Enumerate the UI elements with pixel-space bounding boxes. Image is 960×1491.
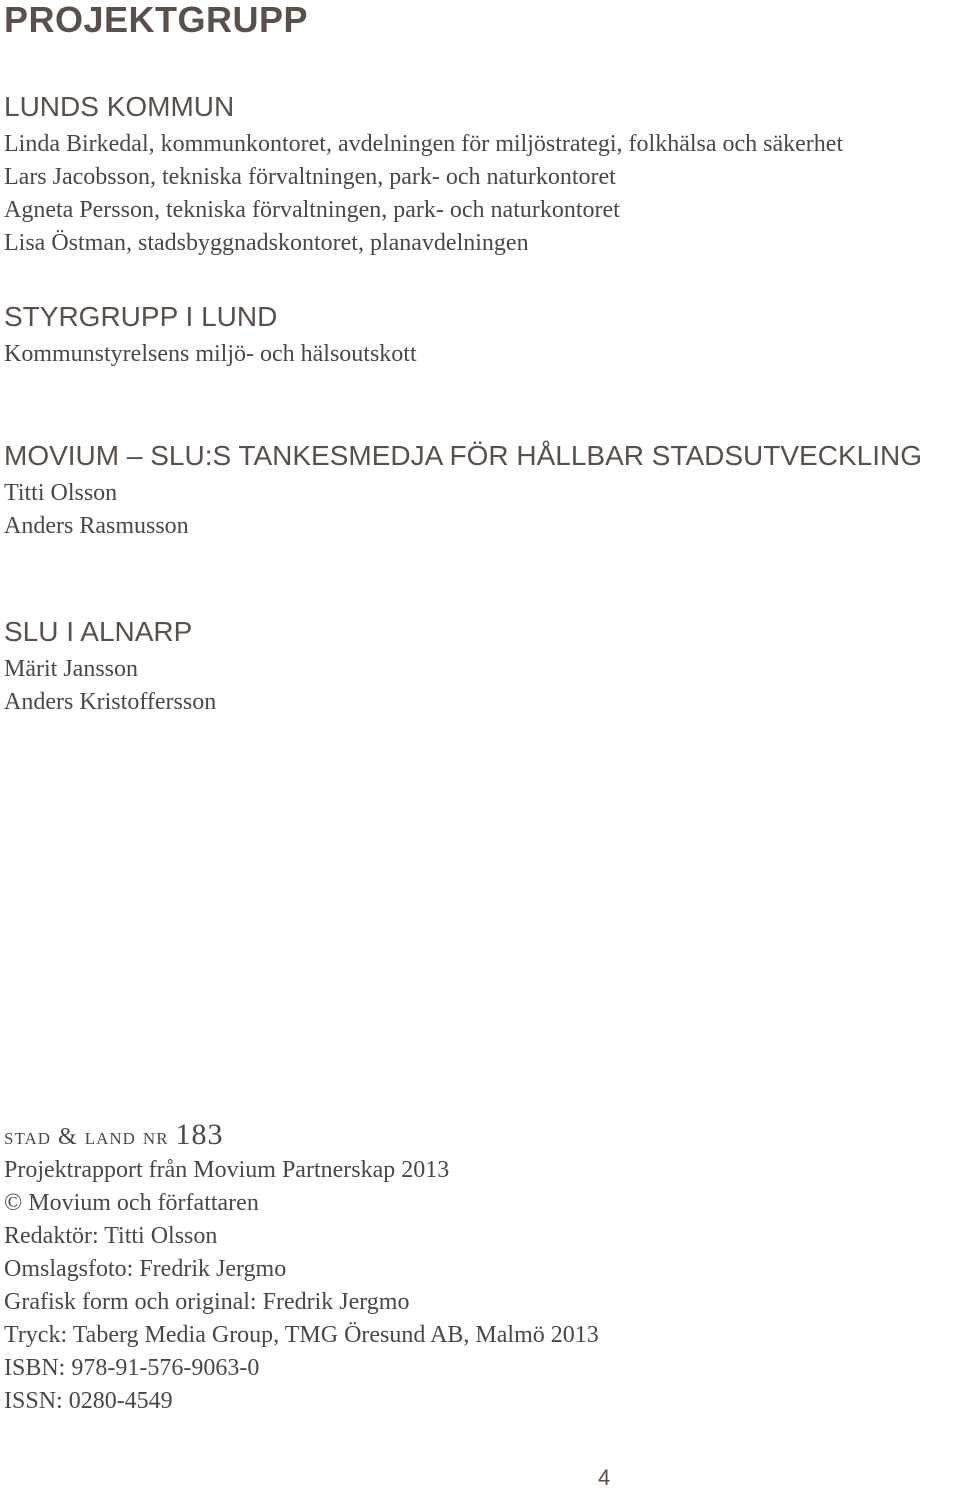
series-number: 183: [175, 1118, 224, 1151]
section-heading: MOVIUM – SLU:S TANKESMEDJA FÖR HÅLLBAR STADSUTVECKLING: [4, 440, 922, 471]
colophon-line: ISBN: 978-91-576-9063-0: [4, 1355, 260, 1381]
colophon: [4, 1118, 599, 1418]
member-line: Märit Jansson: [4, 656, 138, 682]
member-line: Titti Olsson: [4, 480, 118, 506]
member-line: Agneta Persson, tekniska förvaltningen, park- och naturkontoret: [4, 197, 620, 223]
section-slu-alnarp: [4, 617, 216, 719]
section-heading: LUNDS KOMMUN: [4, 91, 235, 122]
series-name: stad & land nr: [4, 1124, 169, 1150]
page-number: 4: [598, 1465, 611, 1490]
colophon-line: Projektrapport från Movium Partnerskap 2013: [4, 1157, 450, 1183]
section-styrgrupp: [4, 302, 417, 371]
section-movium: [4, 441, 922, 543]
series-heading: [4, 1118, 599, 1154]
member-line: Lars Jacobsson, tekniska förvaltningen, park- och naturkontoret: [4, 164, 616, 190]
colophon-line: © Movium och författaren: [4, 1190, 259, 1216]
section-heading: SLU I ALNARP: [4, 616, 193, 647]
section-lunds-kommun: [4, 92, 843, 260]
colophon-line: Omslagsfoto: Fredrik Jergmo: [4, 1256, 287, 1282]
section-heading: STYRGRUPP I LUND: [4, 301, 278, 332]
member-line: Anders Rasmusson: [4, 513, 189, 539]
member-line: Lisa Östman, stadsbyggnadskontoret, planavdelningen: [4, 230, 529, 256]
colophon-line: Tryck: Taberg Media Group, TMG Öresund AB, Malmö 2013: [4, 1322, 599, 1348]
colophon-line: ISSN: 0280-4549: [4, 1388, 173, 1414]
colophon-line: Grafisk form och original: Fredrik Jergmo: [4, 1289, 410, 1315]
member-line: Kommunstyrelsens miljö- och hälsoutskott: [4, 341, 417, 367]
member-line: Linda Birkedal, kommunkontoret, avdelningen för miljöstrategi, folkhälsa och säkerhet: [4, 131, 844, 157]
page-title: PROJEKTGRUPP: [4, 0, 309, 40]
colophon-line: Redaktör: Titti Olsson: [4, 1223, 218, 1249]
member-line: Anders Kristoffersson: [4, 689, 217, 715]
